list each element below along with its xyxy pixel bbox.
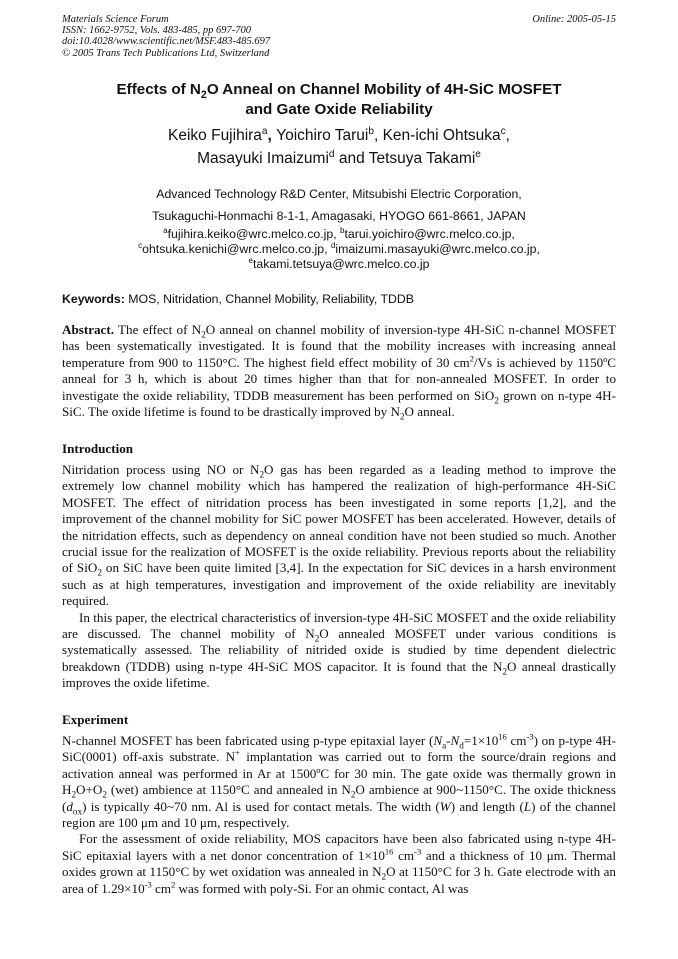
paragraph: For the assessment of oxide reliability, MOS capacitors have been also fabricated using n-type 4H-SiC epitaxial layers with a net donor concentration of $1\times 10^{16}$ $cm^{-3}$ and a thickness of 10 μm. Thermal oxides grown at 1150°C by wet oxidation was annealed in $N_2O$ at 1150°C for 3 h. Gate electrode with an area of $1.29\times 10^{-3}$ $cm^2$ was formed with poly-Si. For an ohmic contact, Al was: [62, 831, 616, 896]
journal-name: Materials Science Forum: [62, 14, 169, 25]
author-name: Yoichiro Tarui: [276, 127, 369, 144]
email-link[interactable]: tarui.yoichiro@wrc.melco.co.jp,: [344, 227, 515, 241]
affiliation-line-2: Tsukaguchi-Honmachi 8-1-1, Amagasaki, HYOGO 661-8661, JAPAN: [152, 209, 526, 223]
keywords-text: MOS, Nitridation, Channel Mobility, Reliability, TDDB: [124, 292, 414, 306]
email-list: $^a$fujihira.keiko@wrc.melco.co.jp, $^b$tarui.yoichiro@wrc.melco.co.jp, $^c$ohtsuka.kenichi@wrc.melco.co.jp, $^d$imaizumi.masayuki@wrc.melco.co.jp, $^e$takami.tetsuya@wrc.melco.co.jp: [138, 225, 540, 271]
experiment-section: [62, 733, 616, 897]
author-name: Masayuki Imaizumi: [197, 150, 329, 167]
title-line-1: Effects of $N_2O$ Anneal on Channel Mobility of 4H-SiC MOSFET: [116, 81, 562, 102]
author-list: [62, 124, 616, 170]
affiliation-line-1: Advanced Technology R&D Center, Mitsubishi Electric Corporation,: [156, 187, 522, 201]
title-line-2: and Gate Oxide Reliability: [245, 101, 433, 118]
section-heading-experiment: Experiment: [62, 712, 129, 727]
keywords-label: Keywords:: [62, 292, 125, 306]
issn-line: ISSN: 1662-9752, Vols. 483-485, pp 697-700: [62, 25, 251, 37]
authors-line-2: Masayuki Imaizumi$^d$ and Tetsuya Takami$^e$: [197, 148, 481, 167]
keywords: [62, 292, 616, 306]
author-name: Ken-ichi Ohtsuka: [382, 127, 501, 144]
section-heading-introduction: Introduction: [62, 441, 134, 456]
journal-header: [62, 14, 616, 59]
copyright-line: © 2005 Trans Tech Publications Ltd, Switzerland: [62, 47, 270, 59]
email-link[interactable]: ohtsuka.kenichi@wrc.melco.co.jp,: [142, 242, 328, 256]
paper-title: [62, 80, 616, 120]
email-link[interactable]: imaizumi.masayuki@wrc.melco.co.jp,: [335, 242, 540, 256]
introduction-section: [62, 462, 616, 692]
email-link[interactable]: takami.tetsuya@wrc.melco.co.jp: [252, 257, 430, 271]
paragraph: Nitridation process using NO or $N_2O$ gas has been regarded as a leading method to improve the extremely low channel mobility which has hampered the realization of high-performance 4H-SiC MOSFET. The effect of nitridation process has been investigated in some reports [1,2], and the improvement of the channel mobility for SiC power MOSFET has been accelerated. However, details of the nitridation effects, such as dependency on anneal condition have not been studied so much. Another crucial issue for the realization of MOSFET is the oxide reliability. Previous reports about the reliability of SiO$_2$ on SiC have been quite limited [3,4]. In the expectation for SiC devices in a harsh environment such as at high temperatures, investigation and improvement of the oxide reliability are inevitably required.: [62, 462, 617, 609]
abstract: Abstract. The effect of $N_2O$ anneal on channel mobility of inversion-type 4H-SiC n-channel MOSFET has been systematically investigated. It is found that the mobility increases with increasing anneal temperature from 900 to 1150°C. The highest field effect mobility of 30 $cm^2/Vs$ is achieved by 1150ºC anneal for 3 h, which is about 20 times higher than that for non-annealed MOSFET. In order to investigate the oxide reliability, TDDB measurement has been performed on SiO$_2$ grown on n-type 4H-SiC. The oxide lifetime is found to be drastically improved by $N_2O$ anneal.: [62, 322, 616, 422]
affiliation: [62, 183, 616, 227]
author-name: Keiko Fujihira: [168, 127, 262, 144]
doi-line[interactable]: doi:10.4028/www.scientific.net/MSF.483-485.697: [62, 36, 271, 48]
author-name: Tetsuya Takami: [368, 150, 476, 167]
online-date: Online: 2005-05-15: [532, 14, 616, 25]
authors-line-1: Keiko Fujihira$^a$, Yoichiro Tarui$^b$, Ken-ichi Ohtsuka$^c$,: [168, 125, 510, 144]
abstract-label: Abstract.: [62, 322, 114, 337]
paragraph: N-channel MOSFET has been fabricated using p-type epitaxial layer ($N_a-N_d=1\times 10^{16}$ $cm^{-3}$) on p-type 4H-SiC(0001) off-axis substrate. N+ implantation was carried out to form the source/drain regions and activation anneal was performed in Ar at 1500ºC for 30 min. The gate oxide was thermally grown in $H_2O+O_2$ (wet) ambience at 1150°C and annealed in $N_2O$ ambience at 900~1150°C. The oxide thickness $(d_{ox})$ is typically 40~70 nm. Al is used for contact metals. The width (W) and length (L) of the channel region are 100 μm and 10 μm, respectively.: [62, 731, 617, 831]
email-link[interactable]: fujihira.keiko@wrc.melco.co.jp,: [167, 227, 337, 241]
paragraph: In this paper, the electrical characteristics of inversion-type 4H-SiC MOSFET and the oxide reliability are discussed. The channel mobility of $N_2O$ annealed MOSFET under various conditions is systematically assessed. The reliability of nitrided oxide is studied by time dependent dielectric breakdown (TDDB) using n-type 4H-SiC MOS capacitor. It is found that the $N_2O$ anneal drastically improves the oxide lifetime.: [62, 609, 616, 691]
